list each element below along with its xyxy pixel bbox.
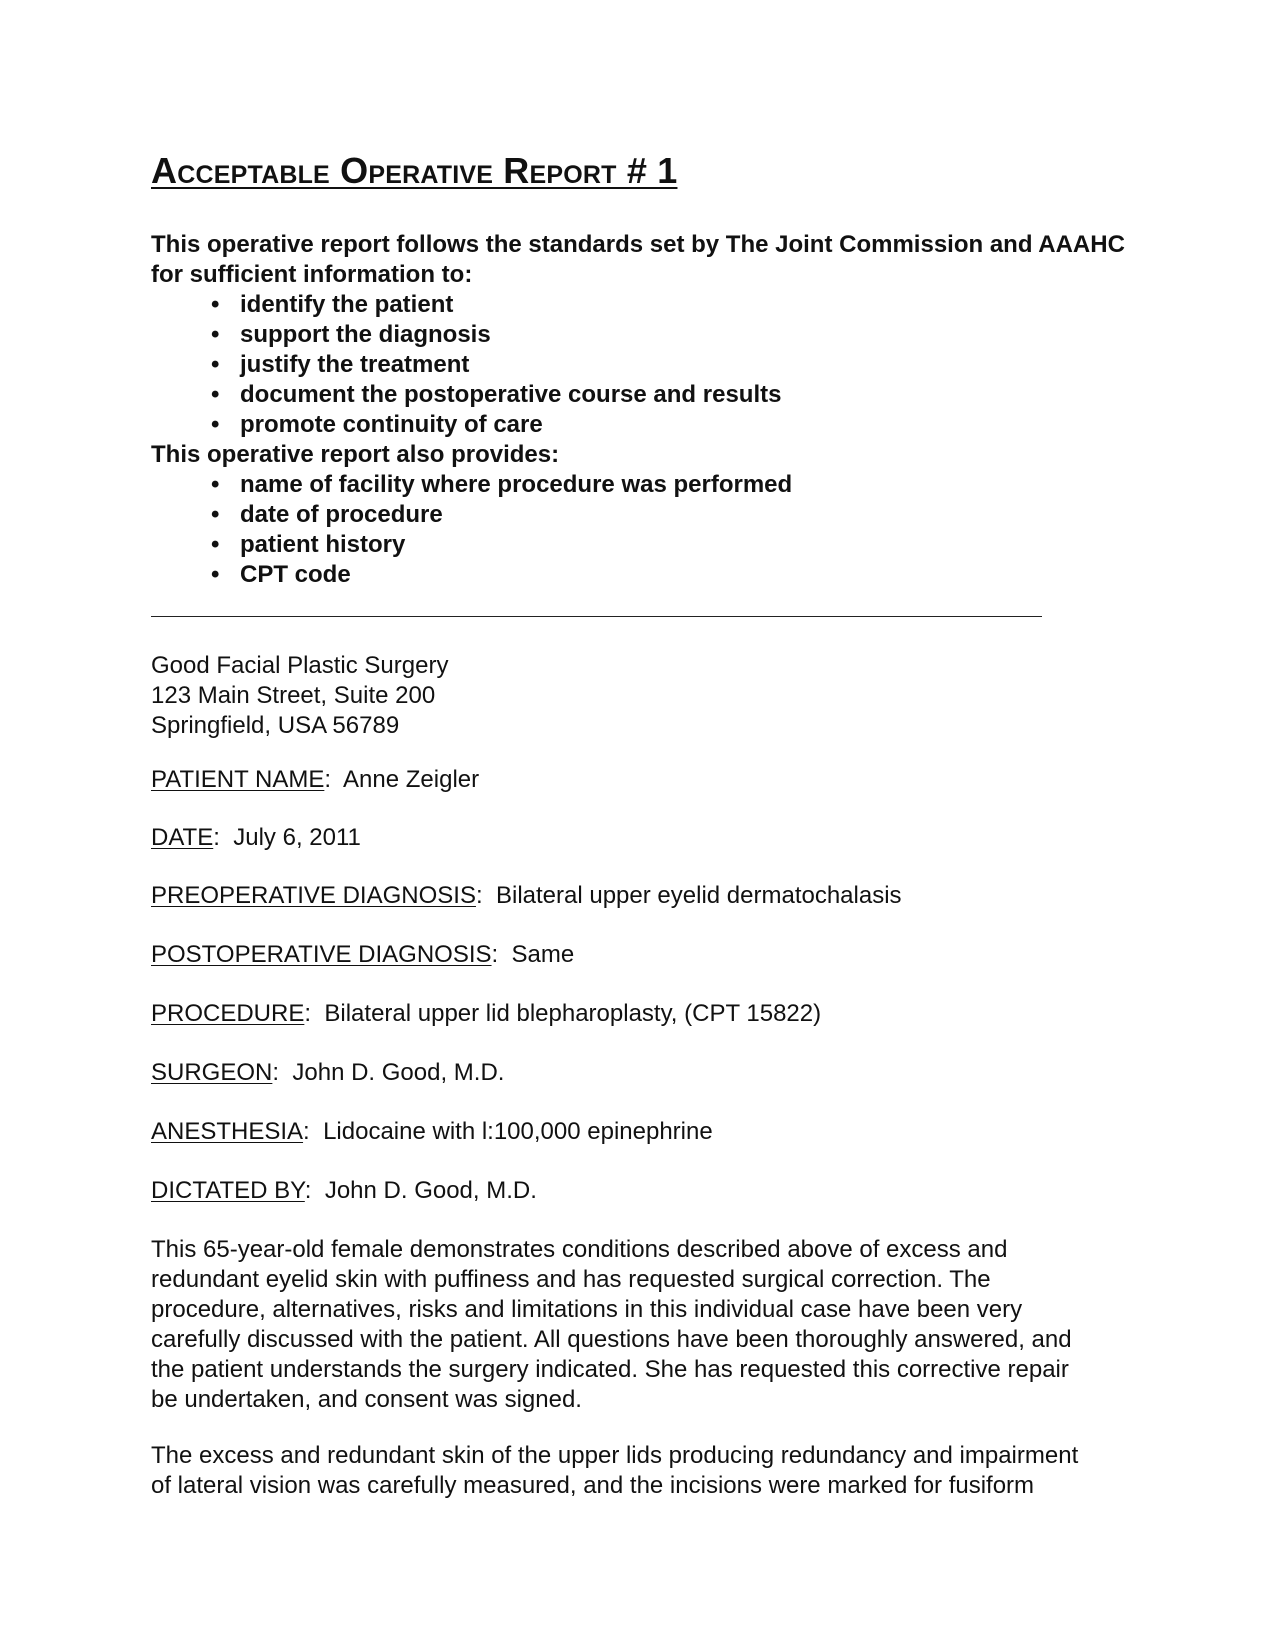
paragraph-line: be undertaken, and consent was signed. [151, 1386, 582, 1413]
field-label: PATIENT NAME [151, 766, 325, 793]
list-item: • identify the patient [151, 290, 1161, 320]
paragraph-line: carefully discussed with the patient. All questions have been thoroughly answered, and [151, 1326, 1072, 1353]
list-item: • support the diagnosis [151, 320, 1161, 350]
field-value: John D. Good, M.D. [324, 1177, 537, 1204]
field-separator: : [475, 882, 496, 909]
field-value: July 6, 2011 [233, 824, 361, 851]
field-value: Bilateral upper eyelid dermatochalasis [495, 882, 902, 909]
field-separator: : [491, 941, 512, 968]
anesthesia-field [151, 1117, 1161, 1147]
report-title: Acceptable Operative Report # 1 [151, 150, 678, 191]
paragraph-line: procedure, alternatives, risks and limitations in this individual case have been very [151, 1296, 1023, 1323]
field-label: DICTATED BY [151, 1177, 305, 1204]
document-page [151, 0, 1161, 1651]
list-item: • CPT code [151, 560, 1161, 590]
list-item: • promote continuity of care [151, 410, 1161, 440]
horizontal-divider [151, 616, 1042, 617]
field-separator: : [304, 1000, 325, 1027]
field-separator: : [213, 824, 234, 851]
paragraph-line: redundant eyelid skin with puffiness and has requested surgical correction. The [151, 1266, 991, 1293]
list-item: • date of procedure [151, 500, 1161, 530]
paragraph-line: This 65-year-old female demonstrates conditions described above of excess and [151, 1236, 1008, 1263]
field-value: Bilateral upper lid blepharoplasty, (CPT 15822) [324, 1000, 822, 1027]
history-paragraph [151, 1235, 1161, 1415]
field-separator: : [324, 766, 344, 793]
list-item: • name of facility where procedure was performed [151, 470, 1161, 500]
procedure-paragraph [151, 1441, 1161, 1501]
field-separator: : [304, 1177, 325, 1204]
facility-name: Good Facial Plastic Surgery [151, 652, 449, 679]
paragraph-line: The excess and redundant skin of the upper lids producing redundancy and impairment [151, 1442, 1079, 1469]
field-label: PREOPERATIVE DIAGNOSIS [151, 882, 476, 909]
dictated-by-field [151, 1176, 1161, 1206]
field-value: John D. Good, M.D. [292, 1059, 505, 1086]
intro-standards-text: This operative report follows the standards set by The Joint Commission and AAAHC for sufficient information to: [151, 231, 1125, 288]
list-item: • patient history [151, 530, 1161, 560]
list-item: • document the postoperative course and results [151, 380, 1161, 410]
facility-address [151, 651, 1161, 741]
report-intro [151, 230, 1161, 590]
field-value: Anne Zeigler [343, 766, 480, 793]
field-value: Lidocaine with l:100,000 epinephrine [323, 1118, 713, 1145]
field-label: PROCEDURE [151, 1000, 305, 1027]
preop-diagnosis-field [151, 881, 1161, 911]
list-item: • justify the treatment [151, 350, 1161, 380]
date-field [151, 823, 1161, 853]
facility-street: 123 Main Street, Suite 200 [151, 682, 436, 709]
field-separator: : [303, 1118, 324, 1145]
intro-provides-text: This operative report also provides: [151, 441, 560, 468]
field-separator: : [272, 1059, 293, 1086]
field-value: Same [511, 941, 575, 968]
procedure-field [151, 999, 1161, 1029]
standards-list [151, 290, 1161, 440]
surgeon-field [151, 1058, 1161, 1088]
paragraph-line: the patient understands the surgery indicated. She has requested this corrective repair [151, 1356, 1069, 1383]
field-label: ANESTHESIA [151, 1118, 304, 1145]
field-label: POSTOPERATIVE DIAGNOSIS [151, 941, 492, 968]
paragraph-line: of lateral vision was carefully measured, and the incisions were marked for fusiform [151, 1472, 1035, 1499]
patient-name-field [151, 765, 1161, 795]
field-label: DATE [151, 824, 214, 851]
postop-diagnosis-field [151, 940, 1161, 970]
provides-list [151, 470, 1161, 590]
facility-city: Springfield, USA 56789 [151, 712, 400, 739]
field-label: SURGEON [151, 1059, 273, 1086]
